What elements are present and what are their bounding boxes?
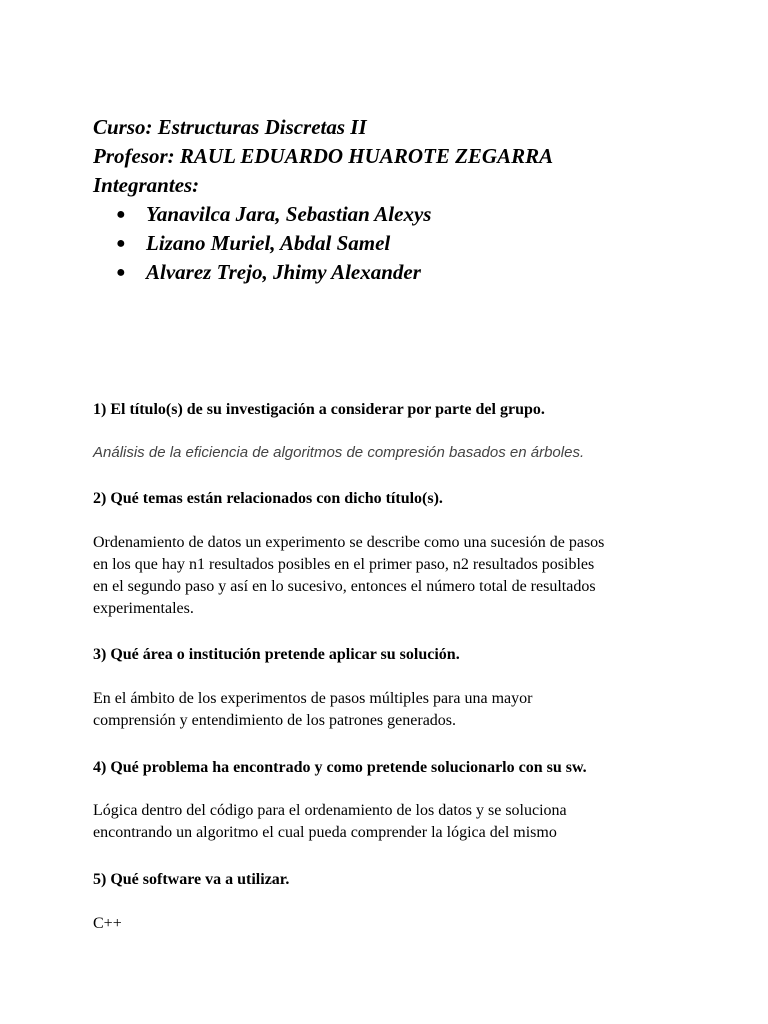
answer-line: encontrando un algoritmo el cual pueda comprender la lógica del mismo [93,824,557,841]
professor-line: Profesor: RAUL EDUARDO HUAROTE ZEGARRA [93,144,554,168]
question-5 [93,869,713,891]
question-3 [93,644,713,666]
answer-2 [93,532,713,620]
answer-line: Ordenamiento de datos un experimento se describe como una sucesión de pasos [93,534,605,551]
list-item [93,229,553,258]
answer-line: en los que hay n1 resultados posibles en el primer paso, n2 resultados posibles [93,556,595,573]
answer-4 [93,800,713,844]
question-heading: 4) Qué problema ha encontrado y como pretende solucionarlo con su sw. [93,759,587,776]
list-item [93,258,553,287]
answer-line: Lógica dentro del código para el ordenamiento de los datos y se soluciona [93,802,567,819]
answer-line: En el ámbito de los experimentos de pasos múltiples para una mayor [93,690,533,707]
question-4 [93,757,713,779]
question-heading: 1) El título(s) de su investigación a considerar por parte del grupo. [93,401,545,418]
member-name: Yanavilca Jara, Sebastian Alexys [146,202,432,226]
course-line: Curso: Estructuras Discretas II [93,115,367,139]
answer-1 [93,442,713,464]
bullet-icon: ● [116,264,126,281]
bullet-icon: ● [116,235,126,252]
answer-text: C++ [93,915,122,932]
members-label: Integrantes: [93,173,200,197]
list-item [93,200,553,229]
answer-text: Análisis de la eficiencia de algoritmos de compresión basados en árboles. [93,444,585,461]
answer-line: experimentales. [93,600,194,617]
question-heading: 5) Qué software va a utilizar. [93,871,290,888]
member-name: Lizano Muriel, Abdal Samel [146,231,391,255]
document-header [93,113,553,287]
answer-3 [93,688,713,732]
answer-line: comprensión y entendimiento de los patrones generados. [93,712,457,729]
answer-line: en el segundo paso y así en lo sucesivo, entonces el número total de resultados [93,578,596,595]
members-list [93,200,553,287]
answer-5 [93,913,713,935]
question-heading: 3) Qué área o institución pretende aplicar su solución. [93,646,460,663]
bullet-icon: ● [116,206,126,223]
question-2 [93,488,713,510]
member-name: Alvarez Trejo, Jhimy Alexander [146,260,421,284]
question-1 [93,399,713,421]
question-heading: 2) Qué temas están relacionados con dicho título(s). [93,490,443,507]
